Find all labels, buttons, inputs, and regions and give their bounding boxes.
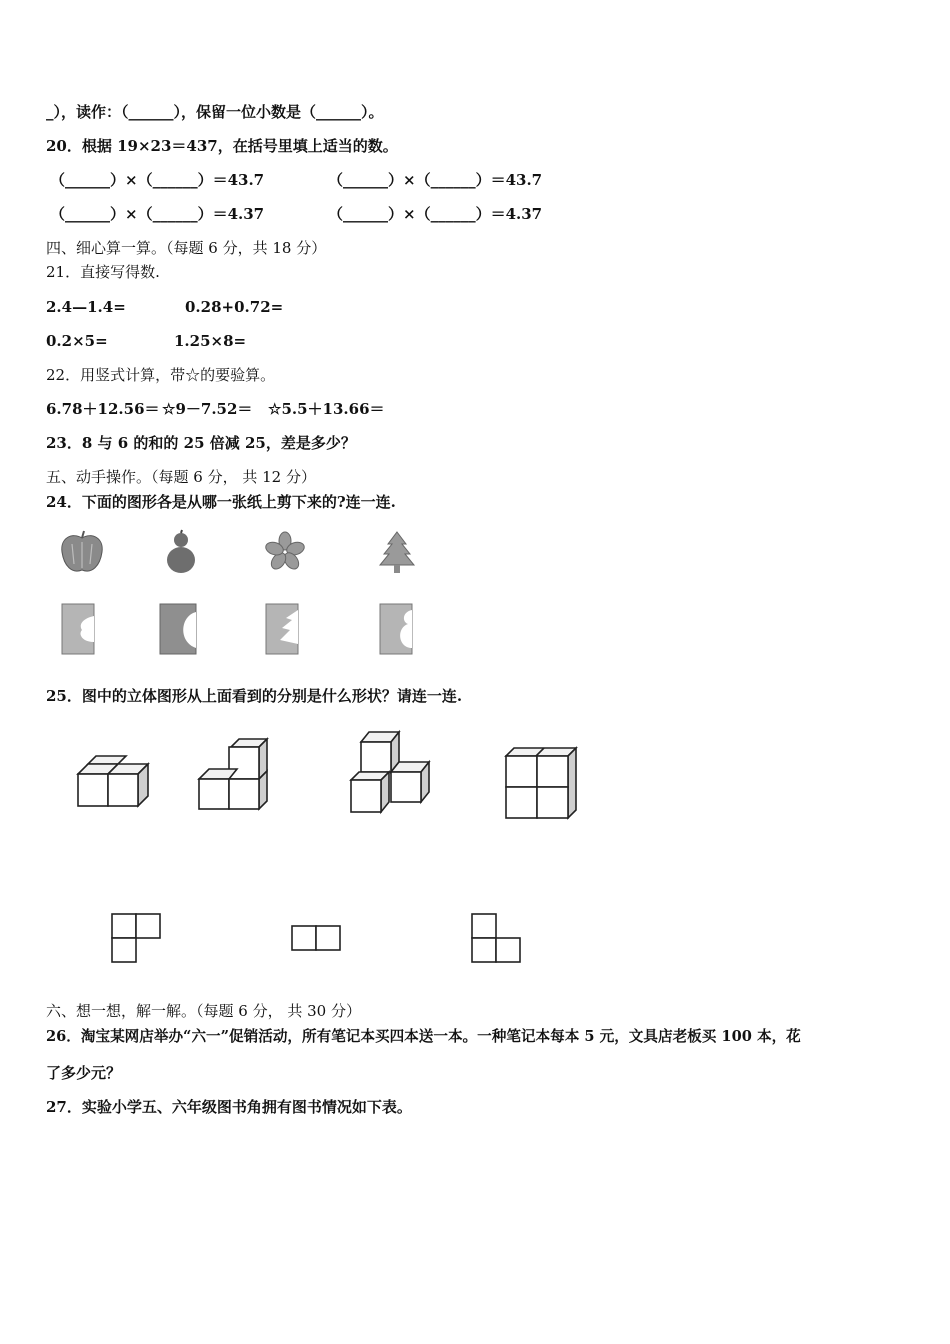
q21-item-3: 0.2×5= (46, 332, 108, 350)
section-4-heading: 四、细心算一算。（每题 6 分，共 18 分） (46, 239, 327, 257)
tree-cutout-icon[interactable] (378, 532, 416, 574)
q25-title: 25．图中的立体图形从上面看到的分别是什么形状？请连一连. (46, 687, 463, 705)
q24-title: 24．下面的图形各是从哪一张纸上剪下来的?连一连. (46, 493, 396, 511)
q20-blank-1[interactable]: （______）×（______）＝43.7 (50, 171, 265, 189)
solid-figure-4[interactable] (504, 746, 580, 820)
gourd-cutout-icon[interactable] (163, 530, 199, 576)
apple-cutout-icon[interactable] (58, 530, 106, 576)
q23-text: 23．8 与 6 的和的 25 倍减 25，差是多少？ (46, 434, 356, 452)
section-6-heading: 六、想一想，解一解。（每题 6 分， 共 30 分） (46, 1002, 361, 1020)
top-view-3[interactable] (471, 913, 523, 965)
tree-hole-paper-icon[interactable] (266, 604, 300, 656)
q20-blank-3[interactable]: （______）×（______）＝4.37 (50, 205, 265, 223)
section-5-heading: 五、动手操作。（每题 6 分， 共 12 分） (46, 468, 316, 486)
q20-blank-4[interactable]: （______）×（______）＝4.37 (328, 205, 543, 223)
q22-item-3: ☆5.5＋13.66＝ (268, 400, 385, 418)
q21-item-1: 2.4—1.4= (46, 298, 126, 316)
q21-title: 21．直接写得数. (46, 263, 160, 281)
q20-title: 20．根据 19×23＝437，在括号里填上适当的数。 (46, 137, 398, 155)
q27-text: 27．实验小学五、六年级图书角拥有图书情况如下表。 (46, 1098, 412, 1116)
q22-title: 22．用竖式计算，带☆的要验算。 (46, 366, 276, 384)
q21-item-2: 0.28+0.72= (185, 298, 284, 316)
solid-figure-2[interactable] (197, 737, 271, 811)
q21-item-4: 1.25×8= (174, 332, 247, 350)
gourd-hole-paper-icon[interactable] (380, 604, 414, 656)
solid-figure-1[interactable] (76, 754, 152, 808)
q26-line-1: 26．淘宝某网店举办“六一”促销活动，所有笔记本买四本送一本。一种笔记本每本 5 元，文具店老板买 100 本，花 (46, 1028, 801, 1045)
flower-cutout-icon[interactable] (264, 532, 306, 572)
crescent-hole-paper-icon[interactable] (160, 604, 198, 656)
top-view-2[interactable] (291, 925, 343, 953)
solid-figure-3[interactable] (349, 730, 433, 814)
q19-tail: _），读作：（______），保留一位小数是（______）。 (46, 103, 384, 121)
q22-item-1: 6.78＋12.56＝ (46, 400, 160, 418)
leaf-hole-paper-icon[interactable] (62, 604, 96, 656)
q20-blank-2[interactable]: （______）×（______）＝43.7 (328, 171, 543, 189)
q22-item-2: ☆9－7.52＝ (162, 400, 253, 418)
top-view-1[interactable] (111, 913, 163, 965)
q26-line-2: 了多少元？ (46, 1064, 122, 1082)
